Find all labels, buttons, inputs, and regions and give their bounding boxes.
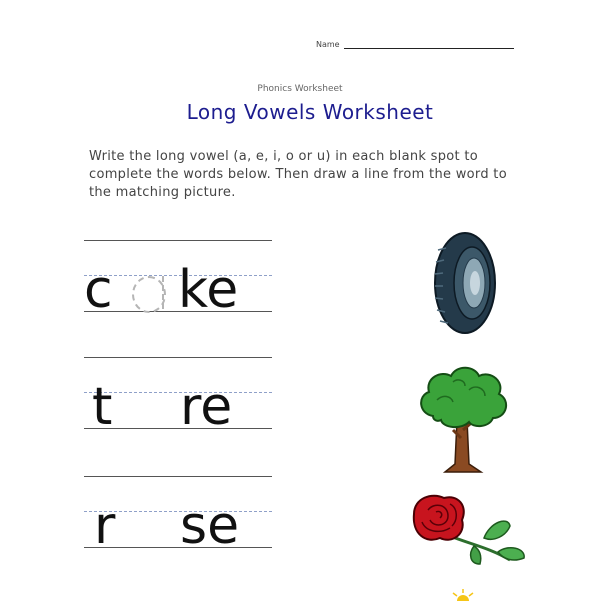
word-row-3: [84, 476, 272, 556]
word-row-1: [84, 240, 272, 320]
worksheet-title: Long Vowels Worksheet: [186, 100, 434, 124]
name-label: Name: [316, 40, 340, 49]
word-1-ending: ke: [178, 260, 239, 320]
word-row-2: [84, 357, 272, 437]
worksheet-subtitle: Phonics Worksheet: [257, 84, 343, 94]
name-line[interactable]: [344, 40, 514, 49]
instructions-text: Write the long vowel (a, e, i, o or u) in each blank spot to complete the words below. Then draw a line from the word to the matching picture.: [89, 149, 507, 200]
word-2-ending: re: [180, 377, 233, 437]
word-3-ending: se: [180, 496, 240, 556]
tire-icon[interactable]: [430, 230, 500, 340]
vowel-blank-2[interactable]: [124, 393, 174, 427]
guide-top-line: [84, 357, 272, 358]
word-2-first-letter: t: [92, 377, 113, 437]
word-1-first-letter: c: [84, 260, 113, 320]
vowel-blank-3[interactable]: [124, 512, 174, 546]
tree-icon[interactable]: [413, 360, 513, 482]
rose-icon[interactable]: [410, 492, 530, 576]
guide-top-line: [84, 240, 272, 241]
word-3-first-letter: r: [94, 496, 116, 556]
guide-top-line: [84, 476, 272, 477]
sun-icon[interactable]: [448, 586, 478, 605]
name-field: [316, 40, 514, 49]
